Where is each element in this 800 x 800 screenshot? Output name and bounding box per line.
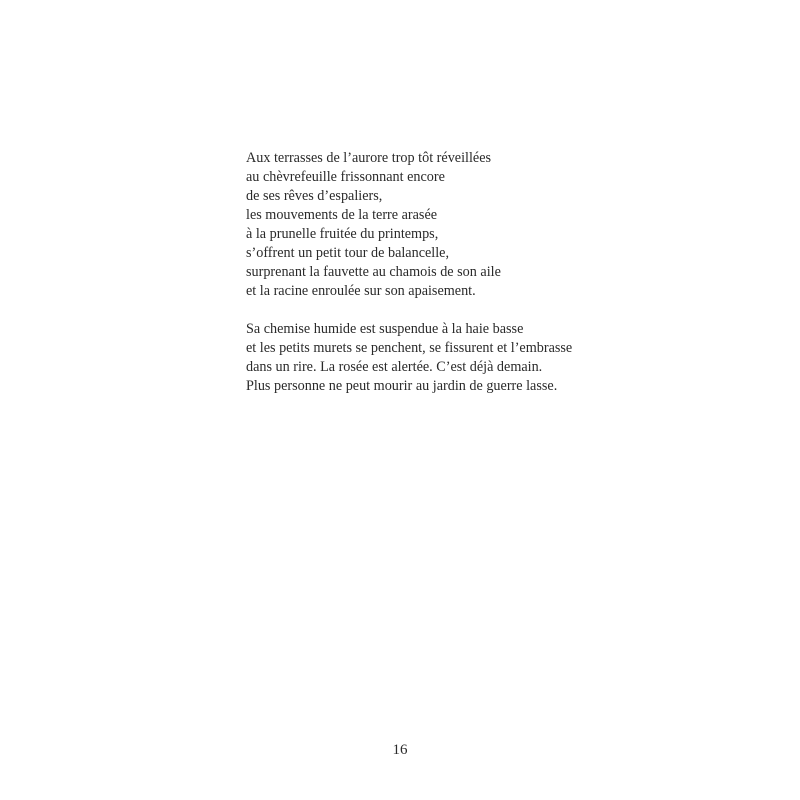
poem-line: et la racine enroulée sur son apaisement. (246, 283, 476, 299)
poem-line: Sa chemise humide est suspendue à la haie basse (246, 321, 524, 337)
poem-line: et les petits murets se penchent, se fissurent et l’embrasse (246, 340, 573, 356)
poem-line: au chèvrefeuille frissonnant encore (246, 169, 445, 185)
poem-line: de ses rêves d’espaliers, (246, 188, 383, 204)
poem-line: dans un rire. La rosée est alertée. C’est déjà demain. (246, 359, 543, 375)
poem-line: Plus personne ne peut mourir au jardin de guerre lasse. (246, 378, 558, 394)
poem-line: surprenant la fauvette au chamois de son aile (246, 264, 501, 280)
poem-line: à la prunelle fruitée du printemps, (246, 226, 439, 242)
poem (246, 149, 606, 396)
poem-line: les mouvements de la terre arasée (246, 207, 438, 223)
stanza-2 (246, 320, 606, 396)
page-number: 16 (392, 742, 408, 758)
poem-line: Aux terrasses de l’aurore trop tôt réveillées (246, 150, 492, 166)
poem-line: s’offrent un petit tour de balancelle, (246, 245, 450, 261)
stanza-1 (246, 149, 606, 301)
